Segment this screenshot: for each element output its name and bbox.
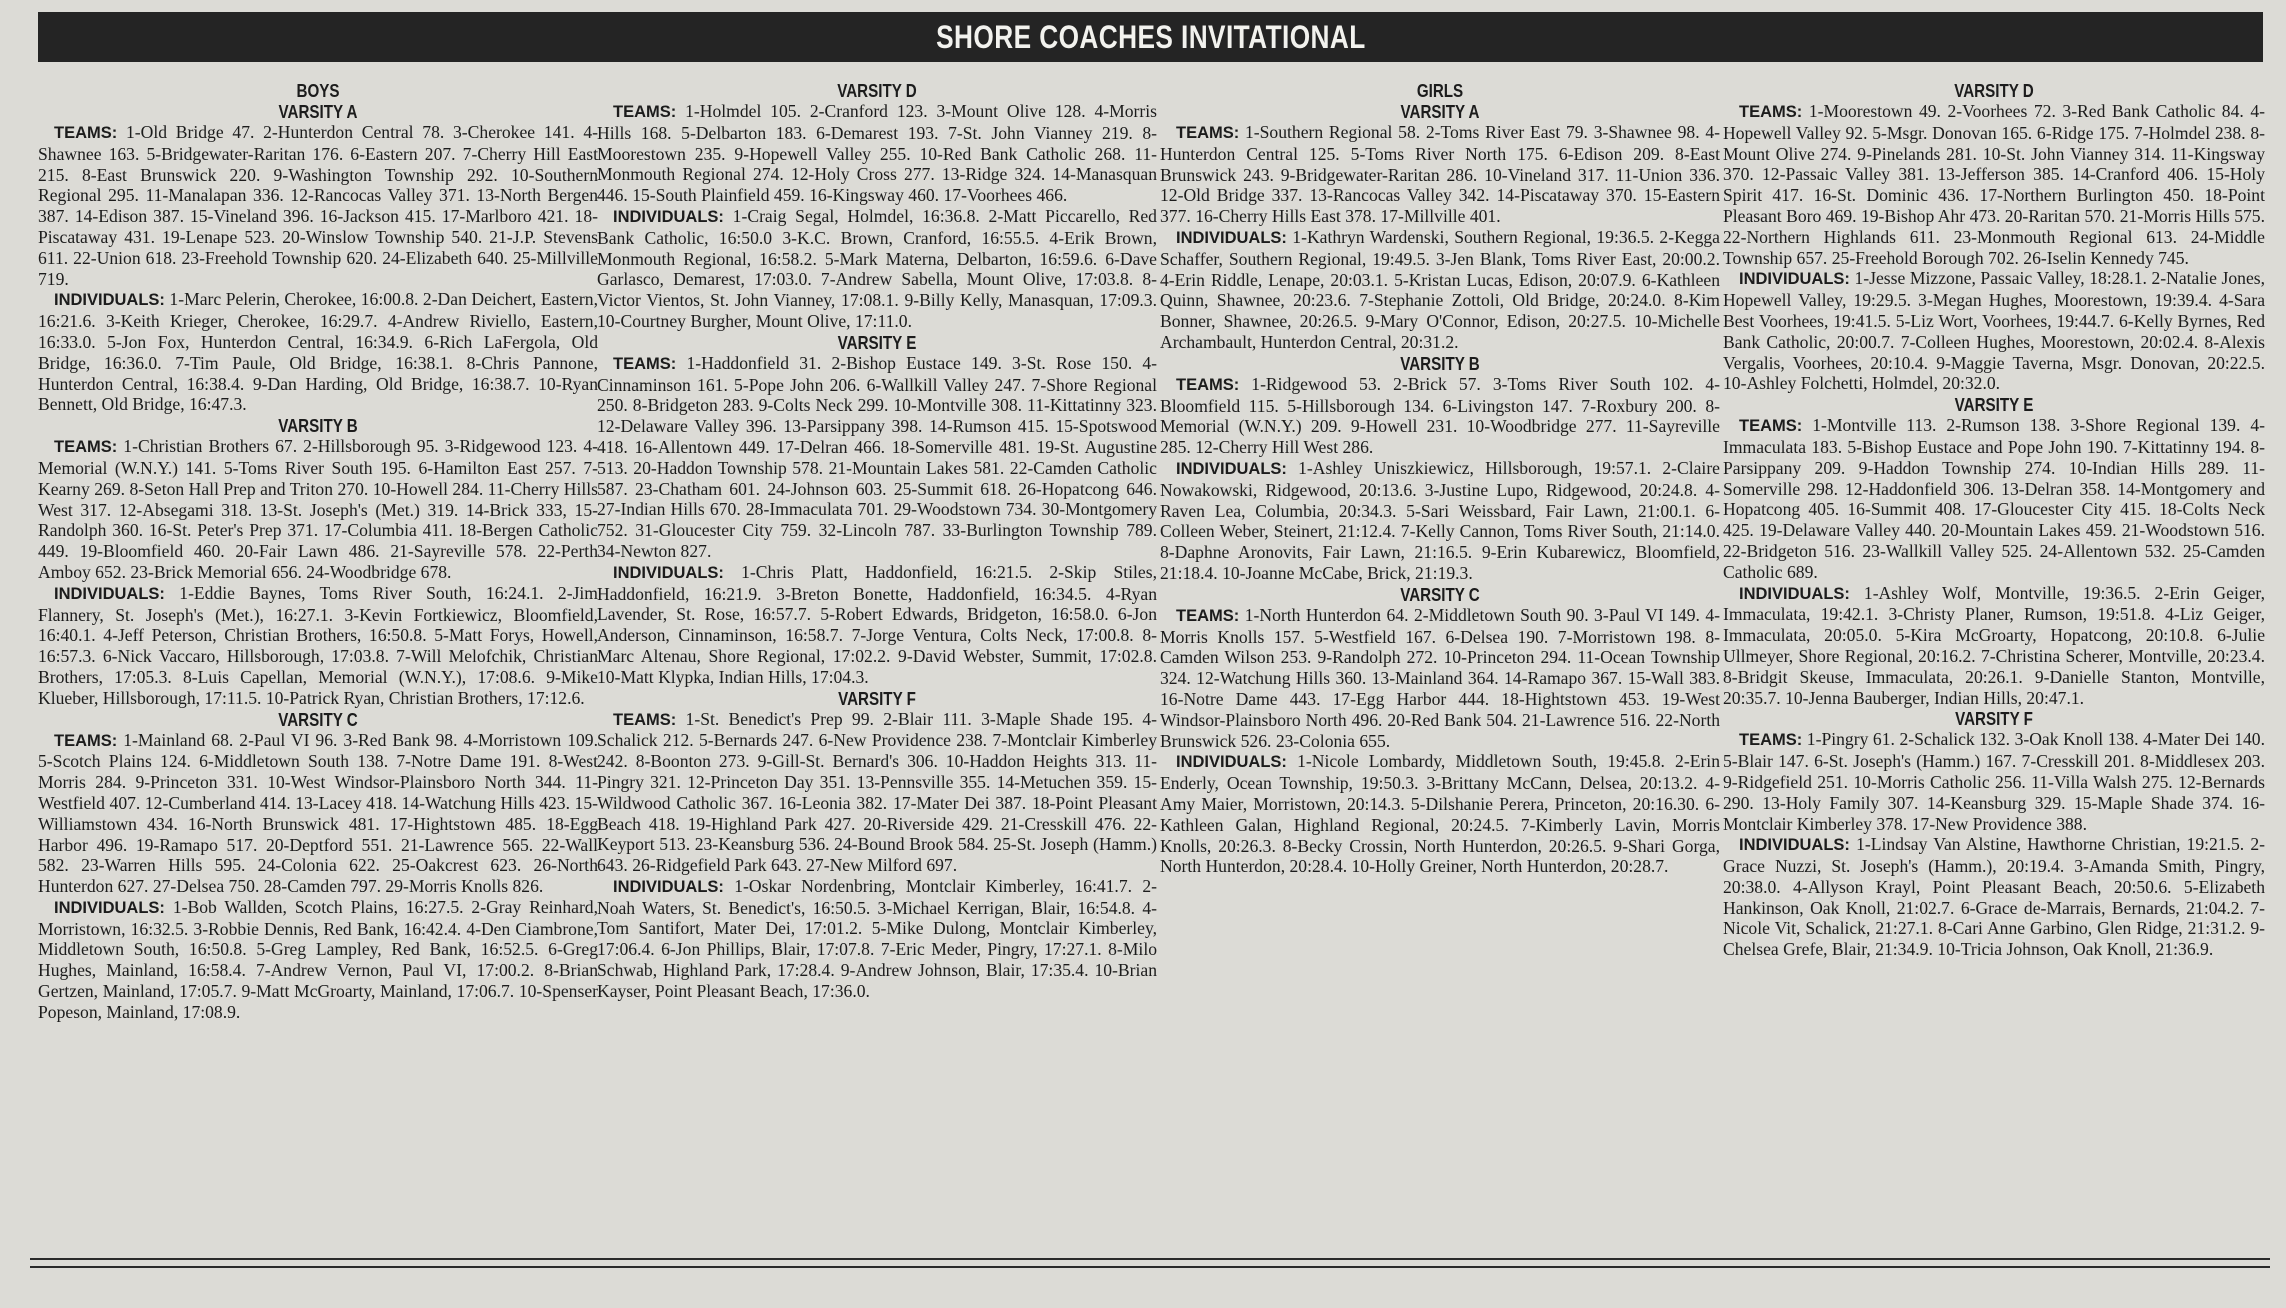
teams-results: 1-Christian Brothers 67. 2-Hillsborough 95. 3-Ridgewood 123. 4-Memorial (W.N.Y.) 141. 5-Toms River South 195. 6-Hamilton East 257. 7-Kearny 269. 8-Seton Hall Prep and Triton 270. 10-Howell 284. 11-Cherry Hills West 317. 12-Absegami 318. 13-St. Joseph's (Met.) 319. 14-Brick 333, 15-Randolph 360. 16-St. Peter's Prep 371. 17-Columbia 411. 18-Bergen Catholic 449. 19-Bloomfield 460. 20-Fair Lawn 486. 21-Sayreville 578. 22-Perth Amboy 652. 23-Brick Memorial 656. 24-Woodbridge 678. [38, 436, 599, 582]
individual-results: 1-Bob Wallden, Scotch Plains, 16:27.5. 2-Gray Reinhard, Morristown, 16:32.5. 3-Robbie Dennis, Red Bank, 16:42.4. 4-Den Ciambrone, Middletown South, 16:50.8. 5-Greg Lampley, Red Bank, 16:52.5. 6-Greg Hughes, Mainland, 16:58.4. 7-Andrew Vernon, Paul VI, 17:00.2. 8-Brian Gertzen, Mainland, 17:05.7. 9-Matt McGroarty, Mainland, 17:06.7. 10-Spenser Popeson, Mainland, 17:08.9. [38, 896, 598, 1022]
girls-varsity-c-teams [1160, 605, 1720, 752]
teams-results: 1-Mainland 68. 2-Paul VI 96. 3-Red Bank 98. 4-Morristown 109. 5-Scotch Plains 124. 6-Middletown South 138. 7-Notre Dame 191. 8-West Morris 284. 9-Princeton 331. 10-West Windsor-Plainsboro North 344. 11-Westfield 407. 12-Cumberland 414. 13-Lacey 418. 14-Watchung Hills 423. 15-Williamstown 434. 16-North Brunswick 481. 17-Hightstown 485. 18-Egg Harbor 496. 19-Ramapo 517. 20-Deptford 551. 21-Lawrence 565. 22-Wall 582. 23-Warren Hills 595. 24-Colonia 622. 25-Oakcrest 623. 26-North Hunterdon 627. 27-Delsea 750. 28-Camden 797. 29-Morris Knolls 826. [38, 729, 598, 897]
individuals-label: INDIVIDUALS: [54, 898, 165, 917]
bottom-rule [30, 1258, 2270, 1260]
boys-varsity-b-teams [38, 436, 598, 583]
page-title: SHORE COACHES INVITATIONAL [935, 18, 1366, 55]
teams-results: 1-Montville 113. 2-Rumson 138. 3-Shore Regional 139. 4-Immaculata 183. 5-Bishop Eustace and Pope John 190. 7-Kittatinny 194. 8-Parsippany 209. 9-Haddon Township 274. 10-Indian Hills 289. 11-Somerville 298. 12-Haddonfield 306. 13-Delran 358. 14-Montgomery and Hopatcong 405. 16-Summit 408. 17-Gloucester City 415. 18-Colts Neck 425. 19-Delaware Valley 440. 20-Mountain Lakes 459. 21-Woodstown 516. 22-Bridgeton 516. 23-Wallkill Valley 525. 24-Allentown 532. 25-Camden Catholic 689. [1723, 415, 2265, 582]
individuals-label: INDIVIDUALS: [1739, 270, 1850, 289]
girls-varsity-d-individuals [1723, 268, 2265, 394]
girls-varsity-a-teams [1160, 122, 1720, 227]
individuals-label: INDIVIDUALS: [1739, 836, 1850, 855]
heading-girls-varsity-c: VARSITY C [1400, 583, 1480, 605]
girls-varsity-c-individuals [1160, 751, 1720, 877]
individual-results: 1-Kathryn Wardenski, Southern Regional, 19:36.5. 2-Kegga Schaffer, Southern Regional, 19:49.5. 3-Jen Blank, Toms River East, 20:00.2. 4-Erin Riddle, Lenape, 20:03.1. 5-Kristan Lucas, Edison, 20:07.9. 6-Kathleen Quinn, Shawnee, 20:23.6. 7-Stephanie Zottoli, Old Bridge, 20:24.0. 8-Kim Bonner, Shawnee, 20:26.5. 9-Mary O'Connor, Edison, 20:27.5. 10-Michelle Archambault, Hunterdon Central, 20:31.2. [1160, 226, 1720, 352]
teams-results: 1-Moorestown 49. 2-Voorhees 72. 3-Red Bank Catholic 84. 4-Hopewell Valley 92. 5-Msgr. Donovan 165. 6-Ridge 175. 7-Holmdel 238. 8-Mount Olive 274. 9-Pinelands 281. 10-St. John Vianney 314. 11-Kingsway 370. 12-Passaic Valley 381. 13-Jefferson 385. 14-Cranford 406. 15-Holy Spirit 417. 16-St. Dominic 436. 17-Northern Burlington 450. 18-Point Pleasant Boro 469. 19-Bishop Ahr 473. 20-Raritan 570. 21-Morris Hills 575. 22-Northern Highlands 611. 23-Monmouth Regional 613. 24-Middle Township 657. 25-Freehold Borough 702. 26-Iselin Kennedy 745. [1723, 101, 2266, 268]
girls-varsity-e-teams [1723, 415, 2265, 582]
teams-results: 1-North Hunterdon 64. 2-Middletown South 90. 3-Paul VI 149. 4-Morris Knolls 157. 5-Westfield 167. 6-Delsea 190. 7-Morristown 198. 8-Camden Wilson 253. 9-Randolph 272. 10-Princeton 294. 11-Ocean Township 324. 12-Watchung Hills 360. 13-Mainland 364. 14-Ramapo 367. 15-Wall 383. 16-Notre Dame 443. 17-Egg Harbor 444. 18-Hightstown 453. 19-West Windsor-Plainsboro North 496. 20-Red Bank 504. 21-Lawrence 516. 22-North Brunswick 526. 23-Colonia 655. [1160, 604, 1720, 751]
boys-varsity-a-individuals [38, 289, 598, 415]
heading-boys-varsity-b: VARSITY B [278, 415, 358, 437]
teams-label: TEAMS: [1176, 375, 1240, 394]
individuals-label: INDIVIDUALS: [1739, 584, 1850, 603]
boys-varsity-b-individuals [38, 583, 598, 709]
section-heading-boys: BOYS [296, 80, 340, 101]
teams-label: TEAMS: [54, 438, 118, 457]
girls-varsity-e-individuals [1723, 583, 2265, 709]
individual-results: 1-Craig Segal, Holmdel, 16:36.8. 2-Matt Piccarello, Red Bank Catholic, 16:50.0 3-K.C. Brown, Cranford, 16:55.5. 4-Erik Brown, Monmouth Regional, 16:58.2. 5-Mark Materna, Delbarton, 16:59.6. 6-Dave Garlasco, Demarest, 17:03.0. 7-Andrew Sabella, Mount Olive, 17:03.8. 8-Victor Vientos, St. John Vianney, 17:08.1. 9-Billy Kelly, Manasquan, 17:09.3. 10-Courtney Burgher, Mount Olive, 17:11.0. [597, 205, 1157, 331]
teams-results: 1-Southern Regional 58. 2-Toms River East 79. 3-Shawnee 98. 4-Hunterdon Central 125. 5-Toms River North 175. 6-Edison 209. 8-East Brunswick 243. 9-Bridgewater-Raritan 286. 10-Vineland 317. 11-Union 336. 12-Old Bridge 337. 13-Rancocas Valley 342. 14-Piscataway 370. 15-Eastern 377. 16-Cherry Hills East 378. 17-Millville 401. [1160, 122, 1720, 227]
boys-varsity-e-teams [597, 353, 1157, 562]
teams-label: TEAMS: [1739, 103, 1803, 121]
individuals-label: INDIVIDUALS: [54, 584, 165, 603]
individuals-label: INDIVIDUALS: [613, 207, 724, 226]
teams-label: TEAMS: [1176, 606, 1240, 625]
teams-results: 1-Old Bridge 47. 2-Hunterdon Central 78. 3-Cherokee 141. 4-Shawnee 163. 5-Bridgewater-Raritan 176. 6-Eastern 207. 7-Cherry Hill East 215. 8-East Brunswick 220. 9-Washington Township 292. 10-Southern Regional 295. 11-Manalapan 336. 12-Rancocas Valley 371. 13-North Bergen 387. 14-Edison 387. 15-Vineland 396. 16-Jackson 415. 17-Marlboro 421. 18-Piscataway 431. 19-Lenape 523. 20-Winslow Township 540. 21-J.P. Stevens 611. 22-Union 618. 23-Freehold Township 620. 24-Elizabeth 640. 25-Millville 719. [38, 122, 598, 289]
teams-results: 1-Ridgewood 53. 2-Brick 57. 3-Toms River South 102. 4-Bloomfield 115. 5-Hillsborough 134. 6-Livingston 147. 7-Roxbury 200. 8-Memorial (W.N.Y.) 209. 9-Howell 231. 10-Woodbridge 277. 11-Sayreville 285. 12-Cherry Hill West 286. [1160, 373, 1720, 458]
bottom-rule-double [30, 1266, 2270, 1268]
boys-varsity-f-individuals [597, 876, 1157, 1002]
girls-varsity-f-teams [1723, 729, 2265, 834]
title-banner [38, 12, 2263, 62]
individuals-label: INDIVIDUALS: [1176, 228, 1287, 247]
heading-boys-varsity-d: VARSITY D [837, 80, 917, 101]
heading-girls-varsity-a: VARSITY A [1400, 101, 1480, 122]
individuals-label: INDIVIDUALS: [1176, 459, 1287, 478]
teams-label: TEAMS: [54, 124, 118, 142]
column-girls-a-c [1160, 80, 1720, 877]
teams-results: 1-Haddonfield 31. 2-Bishop Eustace 149. 3-St. Rose 150. 4-Cinnaminson 161. 5-Pope John 206. 6-Wallkill Valley 247. 7-Shore Regional 250. 8-Bridgeton 283. 9-Colts Neck 299. 10-Montville 308. 11-Kittatinny 323. 12-Delaware Valley 396. 13-Parsippany 398. 14-Rumson 415. 15-Spotswood 418. 16-Allentown 449. 17-Delran 466. 18-Somerville 481. 19-St. Augustine 513. 20-Haddon Township 578. 21-Mountain Lakes 581. 22-Camden Catholic 587. 23-Chatham 601. 24-Johnson 603. 25-Summit 618. 26-Hopatcong 646. 27-Indian Hills 670. 28-Immaculata 701. 29-Woodstown 734. 30-Montgomery 752. 31-Gloucester City 759. 32-Lincoln 787. 33-Burlington Township 789. 34-Newton 827. [597, 352, 1157, 561]
individual-results: 1-Oskar Nordenbring, Montclair Kimberley, 16:41.7. 2-Noah Waters, St. Benedict's, 16:50.5. 3-Michael Kerrigan, Blair, 16:54.8. 4-Tom Santifort, Mater Dei, 17:01.2. 5-Mike Dulong, Montclair Kimberley, 17:06.4. 6-Jon Phillips, Blair, 17:07.8. 7-Eric Meder, Pingry, 17:27.1. 8-Milo Schwab, Highland Park, 17:28.4. 9-Andrew Johnson, Blair, 17:35.4. 10-Brian Kayser, Point Pleasant Beach, 17:36.0. [597, 875, 1157, 1001]
boys-varsity-c-individuals [38, 897, 598, 1023]
heading-boys-varsity-f: VARSITY F [838, 687, 916, 709]
boys-varsity-e-individuals [597, 562, 1157, 688]
boys-varsity-c-teams [38, 730, 598, 897]
boys-varsity-a-teams [38, 122, 598, 289]
teams-label: TEAMS: [613, 354, 677, 373]
column-boys-a-c [38, 80, 598, 1023]
individuals-label: INDIVIDUALS: [1176, 753, 1287, 772]
heading-boys-varsity-e: VARSITY E [837, 331, 917, 353]
heading-girls-varsity-d: VARSITY D [1954, 80, 2034, 101]
individual-results: 1-Nicole Lombardy, Middletown South, 19:45.8. 2-Erin Enderly, Ocean Township, 19:50.3. 3-Brittany McCann, Delsea, 20:13.2. 4-Amy Maier, Morristown, 20:14.3. 5-Dilshanie Perera, Princeton, 20:16.30. 6-Kathleen Galan, Highland Regional, 20:24.5. 7-Kimberly Lavin, Morris Knolls, 20:26.3. 8-Becky Crossin, North Hunterdon, 20:26.5. 9-Shari Gorga, North Hunterdon, 20:28.4. 10-Holly Greiner, North Hunterdon, 20:28.7. [1160, 751, 1720, 877]
boys-varsity-d-individuals [597, 206, 1157, 332]
individual-results: 1-Jesse Mizzone, Passaic Valley, 18:28.1. 2-Natalie Jones, Hopewell Valley, 19:29.5. 3-Megan Hughes, Moorestown, 19:39.4. 4-Sara Best Voorhees, 19:41.5. 5-Liz Wort, Voorhees, 19:44.7. 6-Kelly Byrnes, Red Bank Catholic, 20:00.7. 7-Colleen Hughes, Moorestown, 20:02.4. 8-Alexis Vergalis, Voorhees, 20:10.4. 9-Maggie Taverna, Msgr. Donovan, 20:22.5. 10-Ashley Folchetti, Holmdel, 20:32.0. [1723, 268, 2265, 394]
girls-varsity-a-individuals [1160, 227, 1720, 353]
teams-results: 1-St. Benedict's Prep 99. 2-Blair 111. 3-Maple Shade 195. 4-Schalick 212. 5-Bernards 247. 6-New Providence 238. 7-Montclair Kimberley 242. 8-Boonton 273. 9-Gill-St. Bernard's 306. 10-Haddon Heights 313. 11-Pingry 321. 12-Princeton Day 351. 13-Pennsville 355. 14-Metuchen 359. 15-Wildwood Catholic 367. 16-Leonia 382. 17-Mater Dei 387. 18-Point Pleasant Beach 418. 19-Highland Park 427. 20-Riverside 429. 21-Cresskill 476. 22-Keyport 513. 23-Keansburg 536. 24-Bound Brook 584. 25-St. Joseph (Hamm.) 643. 26-Ridgefield Park 643. 27-New Milford 697. [597, 708, 1157, 876]
individuals-label: INDIVIDUALS: [613, 563, 724, 582]
teams-results: 1-Holmdel 105. 2-Cranford 123. 3-Mount Olive 128. 4-Morris Hills 168. 5-Delbarton 183. 6-Demarest 193. 7-St. John Vianney 219. 8-Moorestown 235. 9-Hopewell Valley 255. 10-Red Bank Catholic 268. 11-Monmouth Regional 274. 12-Holy Cross 277. 13-Ridge 324. 14-Manasquan 446. 15-South Plainfield 459. 16-Kingsway 460. 17-Voorhees 466. [597, 101, 1158, 206]
teams-label: TEAMS: [1739, 731, 1803, 750]
individual-results: 1-Eddie Baynes, Toms River South, 16:24.1. 2-Jim Flannery, St. Joseph's (Met.), 16:27.1. 3-Kevin Fortkiewicz, Bloomfield, 16:40.1. 4-Jeff Peterson, Christian Brothers, 16:50.8. 5-Matt Forys, Howell, 16:57.3. 6-Nick Vaccaro, Hillsborough, 17:03.8. 7-Will Melofchik, Christian Brothers, 17:05.3. 8-Luis Capellan, Memorial (W.N.Y.), 17:08.6. 9-Mike Klueber, Hillsborough, 17:11.5. 10-Patrick Ryan, Christian Brothers, 17:12.6. [38, 582, 598, 708]
individuals-label: INDIVIDUALS: [54, 291, 165, 310]
teams-label: TEAMS: [613, 103, 677, 121]
individual-results: 1-Ashley Wolf, Montville, 19:36.5. 2-Erin Geiger, Immaculata, 19:42.1. 3-Christy Planer, Rumson, 19:51.8. 4-Liz Geiger, Immaculata, 20:05.0. 5-Kira McGroarty, Hopatcong, 20:10.8. 6-Julie Ullmeyer, Shore Regional, 20:16.2. 7-Christina Scherer, Montville, 20:23.4. 8-Bridgit Skeuse, Immaculata, 20:26.1. 9-Danielle Stanton, Montville, 20:35.7. 10-Jenna Bauberger, Indian Hills, 20:47.1. [1723, 582, 2265, 708]
individual-results: 1-Lindsay Van Alstine, Hawthorne Christian, 19:21.5. 2-Grace Nuzzi, St. Joseph's (Hamm.), 20:19.4. 3-Amanda Smith, Pingry, 20:38.0. 4-Allyson Krayl, Point Pleasant Beach, 20:50.6. 5-Elizabeth Hankinson, Oak Knoll, 21:02.7. 6-Grace de-Marrais, Bernards, 21:04.2. 7-Nicole Vit, Schalick, 21:27.1. 8-Cari Anne Garbino, Glen Ridge, 21:31.2. 9-Chelsea Grefe, Blair, 21:34.9. 10-Tricia Johnson, Oak Knoll, 21:36.9. [1723, 834, 2265, 960]
teams-results: 1-Pingry 61. 2-Schalick 132. 3-Oak Knoll 138. 4-Mater Dei 140. 5-Blair 147. 6-St. Joseph's (Hamm.) 167. 7-Cresskill 201. 8-Middlesex 203. 9-Ridgefield 251. 10-Morris Catholic 256. 11-Villa Walsh 275. 12-Bernards 290. 13-Holy Family 307. 14-Keansburg 329. 15-Maple Shade 374. 16-Montclair Kimberley 378. 17-New Providence 388. [1723, 729, 2265, 834]
column-boys-d-f [597, 80, 1157, 1002]
section-heading-girls: GIRLS [1416, 80, 1464, 101]
heading-girls-varsity-b: VARSITY B [1400, 352, 1480, 374]
teams-label: TEAMS: [54, 731, 118, 750]
teams-label: TEAMS: [1176, 124, 1240, 142]
girls-varsity-b-individuals [1160, 458, 1720, 584]
heading-boys-varsity-c: VARSITY C [278, 708, 358, 730]
girls-varsity-d-teams [1723, 101, 2265, 268]
individual-results: 1-Chris Platt, Haddonfield, 16:21.5. 2-Skip Stiles, Haddonfield, 16:21.9. 3-Breton Bonette, Haddonfield, 16:34.5. 4-Ryan Lavender, St. Rose, 16:57.7. 5-Robert Edwards, Bridgeton, 16:58.0. 6-Jon Anderson, Cinnaminson, 16:58.7. 7-Jorge Ventura, Colts Neck, 17:00.8. 8-Marc Altenau, Shore Regional, 17:02.2. 9-David Webster, Summit, 17:02.8. 10-Matt Klypka, Indian Hills, 17:04.3. [597, 561, 1157, 687]
heading-girls-varsity-e: VARSITY E [1954, 394, 2034, 416]
girls-varsity-f-individuals [1723, 834, 2265, 960]
heading-girls-varsity-f: VARSITY F [1955, 708, 2033, 730]
individuals-label: INDIVIDUALS: [613, 877, 724, 896]
girls-varsity-b-teams [1160, 374, 1720, 458]
column-girls-d-f [1723, 80, 2265, 960]
teams-label: TEAMS: [613, 710, 677, 729]
teams-label: TEAMS: [1739, 417, 1803, 436]
heading-boys-varsity-a: VARSITY A [278, 101, 358, 122]
boys-varsity-d-teams [597, 101, 1157, 206]
individual-results: 1-Ashley Uniszkiewicz, Hillsborough, 19:57.1. 2-Claire Nowakowski, Ridgewood, 20:13.6. 3-Justine Lupo, Ridgewood, 20:24.8. 4-Raven Lea, Columbia, 20:34.3. 5-Sari Weissbard, Fair Lawn, 21:00.1. 6-Colleen Weber, Steinert, 21:12.4. 7-Kelly Cannon, Toms River South, 21:14.0. 8-Daphne Aronovits, Fair Lawn, 21:16.5. 9-Erin Kubarewicz, Bloomfield, 21:18.4. 10-Joanne McCabe, Brick, 21:19.3. [1160, 457, 1720, 583]
individual-results: 1-Marc Pelerin, Cherokee, 16:00.8. 2-Dan Deichert, Eastern, 16:21.6. 3-Keith Krieger, Cherokee, 16:29.7. 4-Andrew Riviello, Eastern, 16:33.0. 5-Jon Fox, Hunterdon Central, 16:34.9. 6-Rich LaFergola, Old Bridge, 16:36.0. 7-Tim Paule, Old Bridge, 16:38.1. 8-Chris Pannone, Hunterdon Central, 16:38.4. 9-Dan Harding, Old Bridge, 16:38.7. 10-Ryan Bennett, Old Bridge, 16:47.3. [38, 289, 598, 415]
boys-varsity-f-teams [597, 709, 1157, 876]
